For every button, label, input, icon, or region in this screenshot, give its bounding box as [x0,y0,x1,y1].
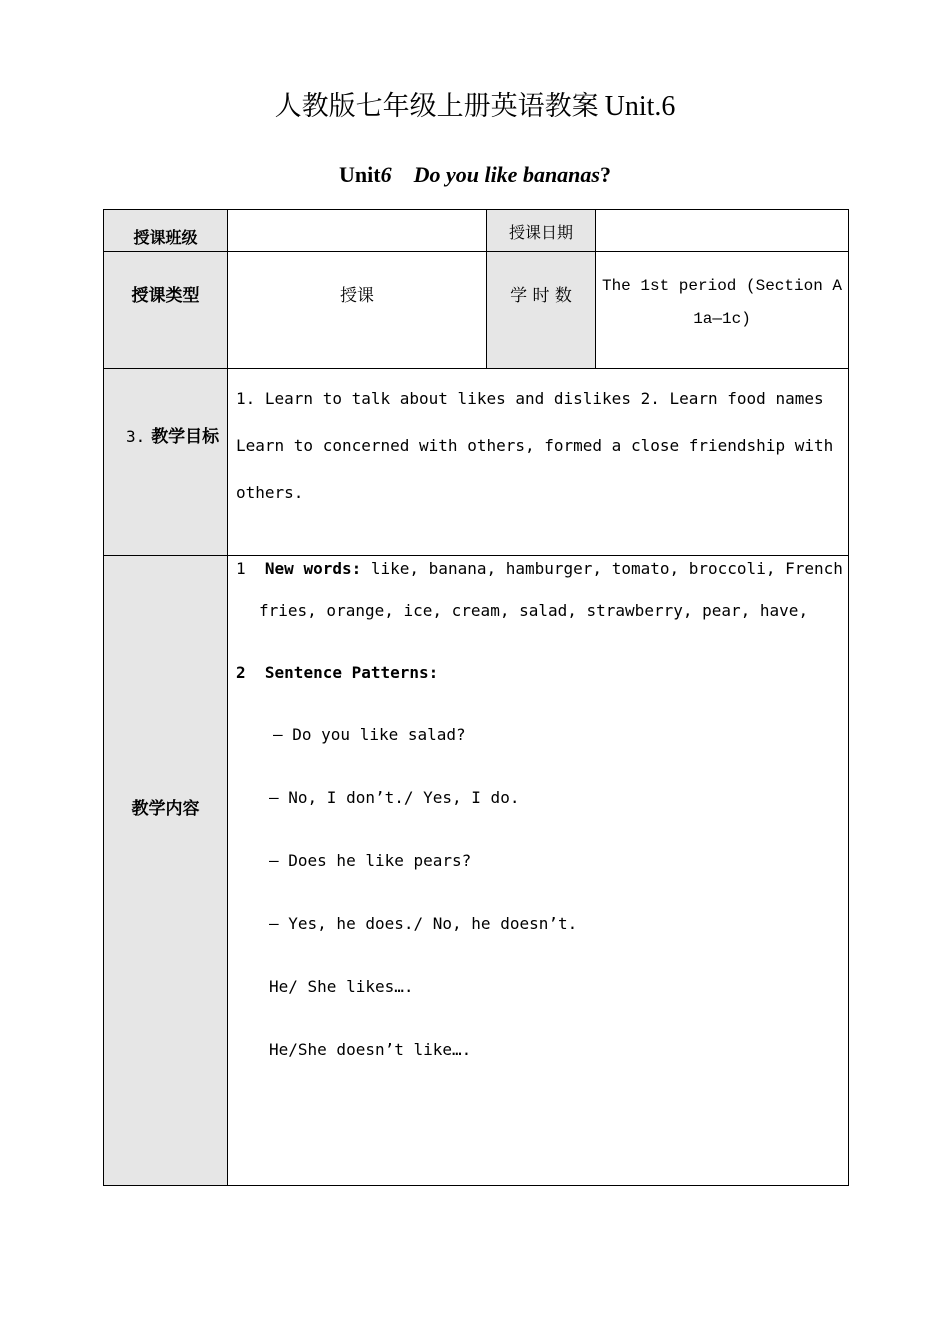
type-label: 授课类型 [131,286,200,306]
hours-value-line-2: 1a—1c) [693,310,751,328]
new-words-line-2: fries, orange, ice, cream, salad, strawberry, pear, have, [259,601,809,620]
subtitle-unit-number: 6 [380,162,392,187]
row-content [104,556,849,1186]
row-class-date [104,210,849,252]
lesson-plan-table [103,209,849,1186]
type-value: 授课 [340,286,374,306]
pattern-line: — No, I don’t./ Yes, I do. [269,788,520,807]
goal-line: 1. Learn to talk about likes and dislikes 2. Learn food names [236,389,824,408]
lesson-subtitle [0,162,950,188]
patterns-number: 2 [236,663,246,682]
pattern-line: He/ She likes…. [269,977,414,996]
pattern-line: He/She doesn’t like…. [269,1040,472,1059]
goal-label-cell [104,369,228,556]
new-words-text: like, banana, hamburger, tomato, broccoli, French [370,559,843,578]
class-label-cell [104,210,228,252]
hours-label: 学 时 数 [510,286,572,306]
goal-label-prefix: 3. [126,427,146,446]
goal-label: 教学目标 [151,427,220,447]
date-label: 授课日期 [508,223,573,242]
date-label-cell [487,210,596,252]
new-words-label: New words: [264,559,362,578]
hours-value-line-1: The 1st period (Section A [601,277,843,295]
type-label-cell [104,252,228,369]
patterns-label: Sentence Patterns: [264,663,439,682]
subtitle-unit: Unit [339,162,381,187]
hours-value-cell [596,252,849,369]
new-words-number: 1 [236,559,246,578]
goal-line: others. [236,483,304,502]
hours-label-cell [487,252,596,369]
goal-line: Learn to concerned with others, formed a close friendship with [236,436,834,455]
date-value-cell[interactable] [596,210,849,252]
document-title [0,84,950,123]
row-type-hours [104,252,849,369]
class-value-cell[interactable] [228,210,487,252]
row-goals [104,369,849,556]
pattern-line: — Does he like pears? [269,851,472,870]
new-words-line-1 [236,558,848,580]
class-label: 授课班级 [133,228,198,247]
pattern-line: — Do you like salad? [273,725,466,744]
title-unit: Unit.6 [604,91,676,122]
content-label: 教学内容 [131,799,200,819]
pattern-line: — Yes, he does./ No, he doesn’t. [269,914,578,933]
content-label-cell [104,556,228,1186]
type-value-cell [228,252,487,369]
sentence-patterns-heading [236,662,848,684]
subtitle-question: Do you like bananas [413,162,600,187]
title-chinese: 人教版七年级上册英语教案 [274,91,599,122]
goal-content-cell [228,369,849,556]
content-cell [228,556,849,1186]
subtitle-question-mark: ? [599,162,611,187]
